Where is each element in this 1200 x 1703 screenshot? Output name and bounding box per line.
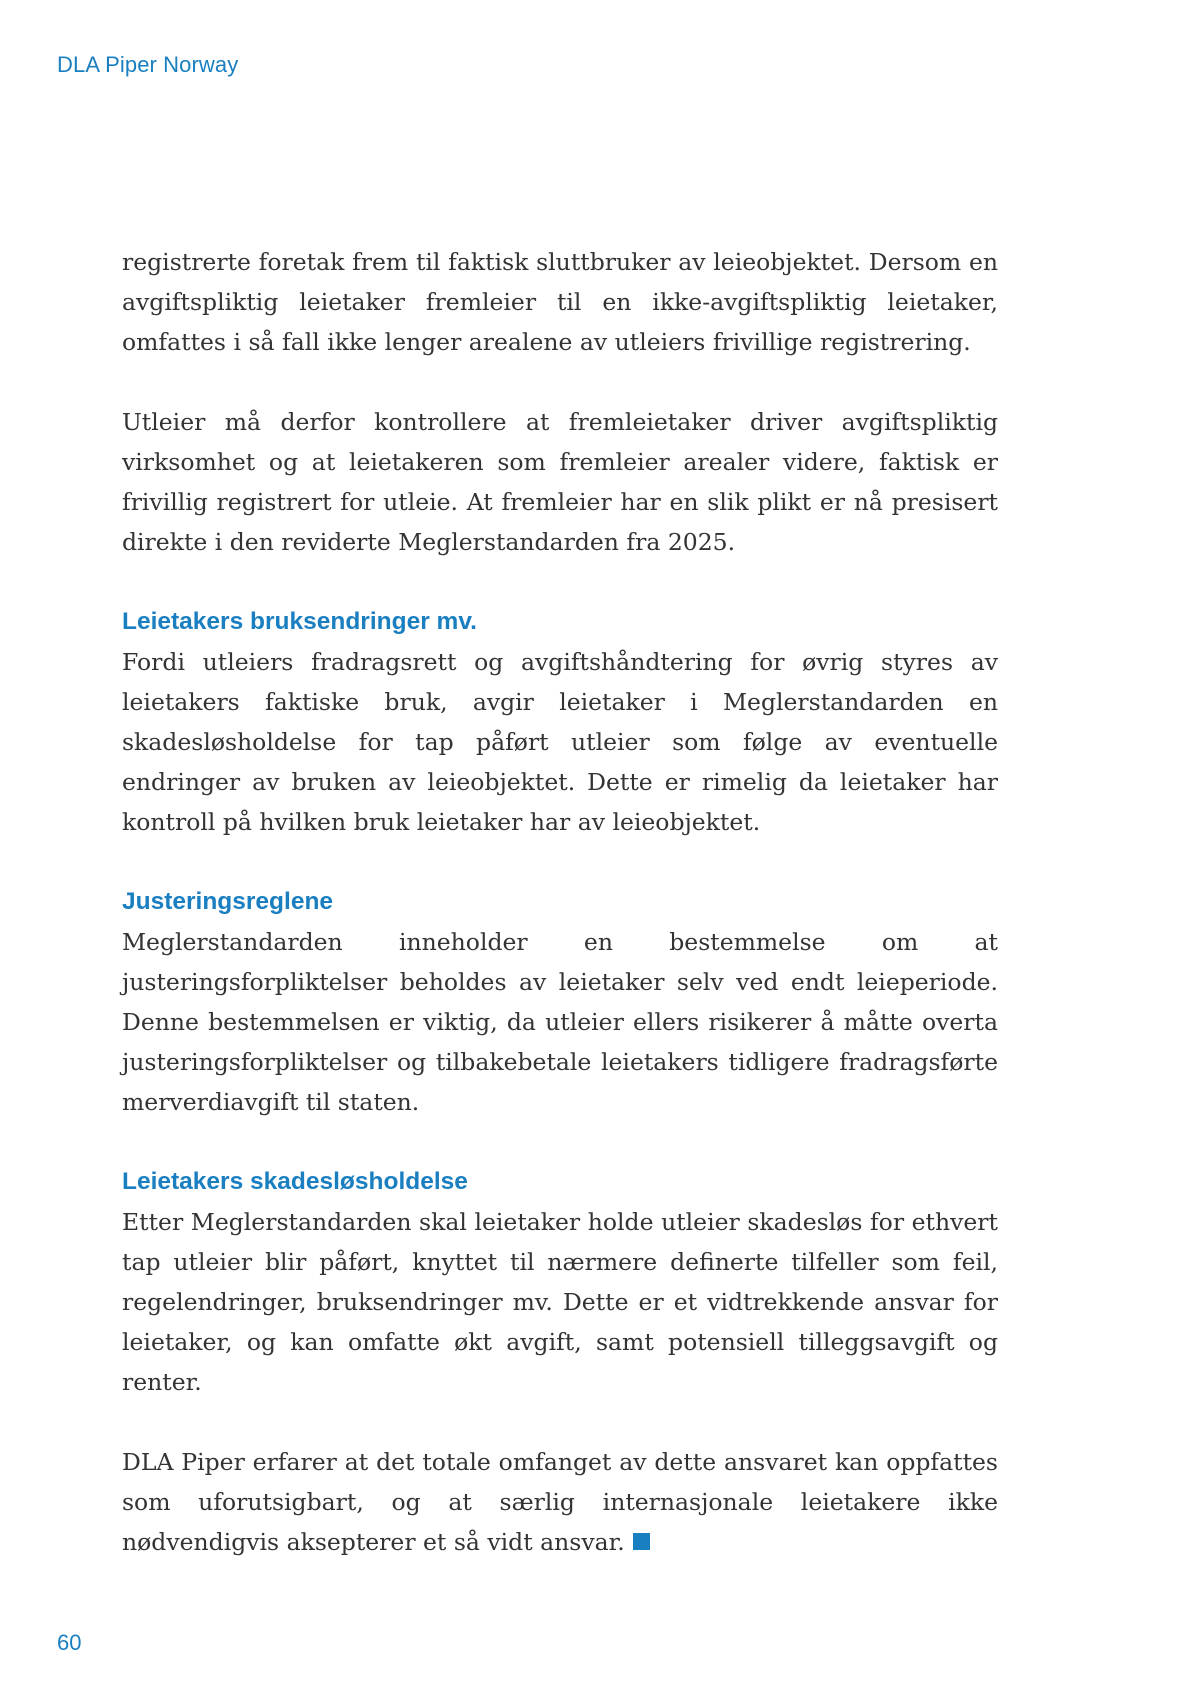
section-heading-adjustment-rules: Justeringsreglene	[122, 888, 334, 915]
paragraph-indemnity: Etter Meglerstandarden skal leietaker holde utleier skadesløs for ethvert tap utleier blir påført, knyttet til nærmere definerte tilfeller som feil, regelendringer, bruksendringer mv. Dette er et vidtrekkende ansvar for leietaker, og kan omfatte økt avgift, samt potensiell tilleggsavgift og renter.	[122, 1208, 998, 1396]
end-of-article-square-icon	[633, 1533, 650, 1550]
paragraph-intro: registrerte foretak frem til faktisk sluttbruker av leieobjektet. Dersom en avgiftspliktig leietaker fremleier til en ikke-avgiftspliktig leietaker, omfattes i så fall ikke lenger arealene av utleiers frivillige registrering.	[122, 248, 998, 356]
conclusion-text: DLA Piper erfarer at det totale omfanget av dette ansvaret kan oppfattes som uforutsigbart, og at særlig internasjonale leietakere ikke nødvendigvis aksepterer et så vidt ansvar.	[122, 1448, 998, 1556]
paragraph-conclusion	[122, 1442, 998, 1562]
paragraph-adjustment-rules: Meglerstandarden inneholder en bestemmelse om at justeringsforpliktelser beholdes av leietaker selv ved endt leieperiode. Denne bestemmelsen er viktig, da utleier ellers risikerer å måtte overta justeringsforpliktelser og tilbakebetale leietakers tidligere fradragsførte merverdiavgift til staten.	[122, 928, 998, 1116]
paragraph-sublease-control: Utleier må derfor kontrollere at fremleietaker driver avgiftspliktig virksomhet og at leietakeren som fremleier arealer videre, faktisk er frivillig registrert for utleie. At fremleier har en slik plikt er nå presisert direkte i den reviderte Meglerstandarden fra 2025.	[122, 408, 998, 556]
running-header: DLA Piper Norway	[57, 52, 239, 77]
section-heading-use-changes: Leietakers bruksendringer mv.	[122, 608, 477, 635]
article-body	[122, 242, 998, 1562]
page-number: 60	[57, 1630, 82, 1655]
paragraph-use-changes: Fordi utleiers fradragsrett og avgiftshåndtering for øvrig styres av leietakers faktiske bruk, avgir leietaker i Meglerstandarden en skadesløsholdelse for tap påført utleier som følge av eventuelle endringer av bruken av leieobjektet. Dette er rimelig da leietaker har kontroll på hvilken bruk leietaker har av leieobjektet.	[122, 648, 998, 836]
section-heading-indemnity: Leietakers skadesløsholdelse	[122, 1168, 468, 1195]
